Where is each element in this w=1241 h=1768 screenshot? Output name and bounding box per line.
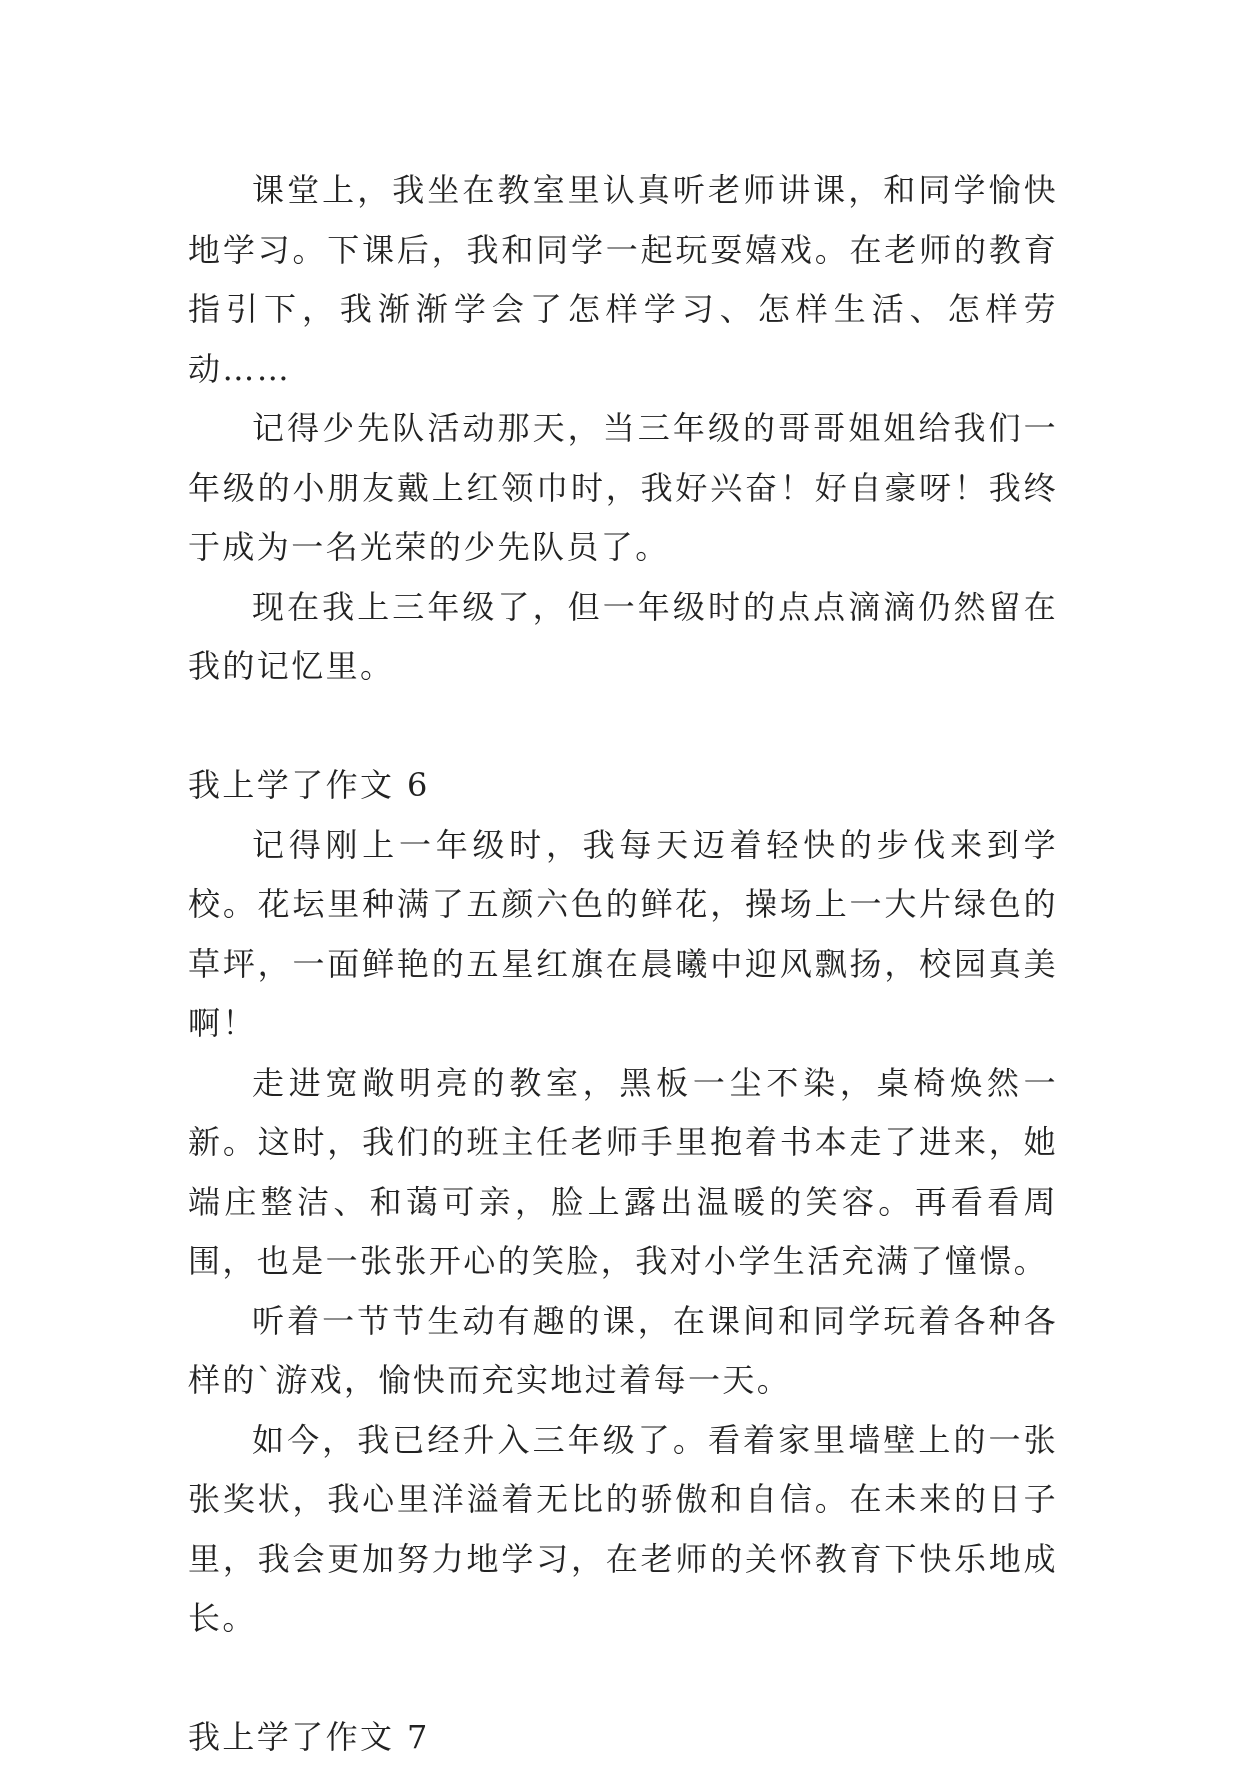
paragraph-classroom: 课堂上，我坐在教室里认真听老师讲课，和同学愉快地学习。下课后，我和同学一起玩耍嬉戏。在老师的教育指引下，我渐渐学会了怎样学习、怎样生活、怎样劳动…… <box>188 171 1058 388</box>
paragraph-memories: 现在我上三年级了，但一年级时的点点滴滴仍然留在我的记忆里。 <box>188 587 1058 685</box>
section-spacer <box>188 697 1058 757</box>
document-body <box>188 161 1058 1768</box>
section-spacer <box>188 1649 1058 1709</box>
paragraph-first-grade: 记得刚上一年级时，我每天迈着轻快的步伐来到学校。花坛里种满了五颜六色的鲜花，操场上一大片绿色的草坪，一面鲜艳的五星红旗在晨曦中迎风飘扬，校园真美啊！ <box>188 825 1058 1042</box>
essay-6-title: 我上学了作文 6 <box>188 766 430 804</box>
paragraph-young-pioneers: 记得少先队活动那天，当三年级的哥哥姐姐给我们一年级的小朋友戴上红领巾时，我好兴奋！好自豪呀！我终于成为一名光荣的少先队员了。 <box>188 409 1058 566</box>
paragraph-third-grade: 如今，我已经升入三年级了。看着家里墙壁上的一张张奖状，我心里洋溢着无比的骄傲和自信。在未来的日子里，我会更加努力地学习，在老师的关怀教育下快乐地成长。 <box>188 1420 1058 1637</box>
paragraph-lessons-games: 听着一节节生动有趣的课，在课间和同学玩着各种各样的`游戏，愉快而充实地过着每一天。 <box>188 1301 1058 1399</box>
paragraph-classroom-teacher: 走进宽敞明亮的教室，黑板一尘不染，桌椅焕然一新。这时，我们的班主任老师手里抱着书本走了进来，她端庄整洁、和蔼可亲，脸上露出温暖的笑容。再看看周围，也是一张张开心的笑脸，我对小学生活充满了憧憬。 <box>188 1063 1058 1280</box>
essay-7-title: 我上学了作文 7 <box>188 1718 430 1756</box>
